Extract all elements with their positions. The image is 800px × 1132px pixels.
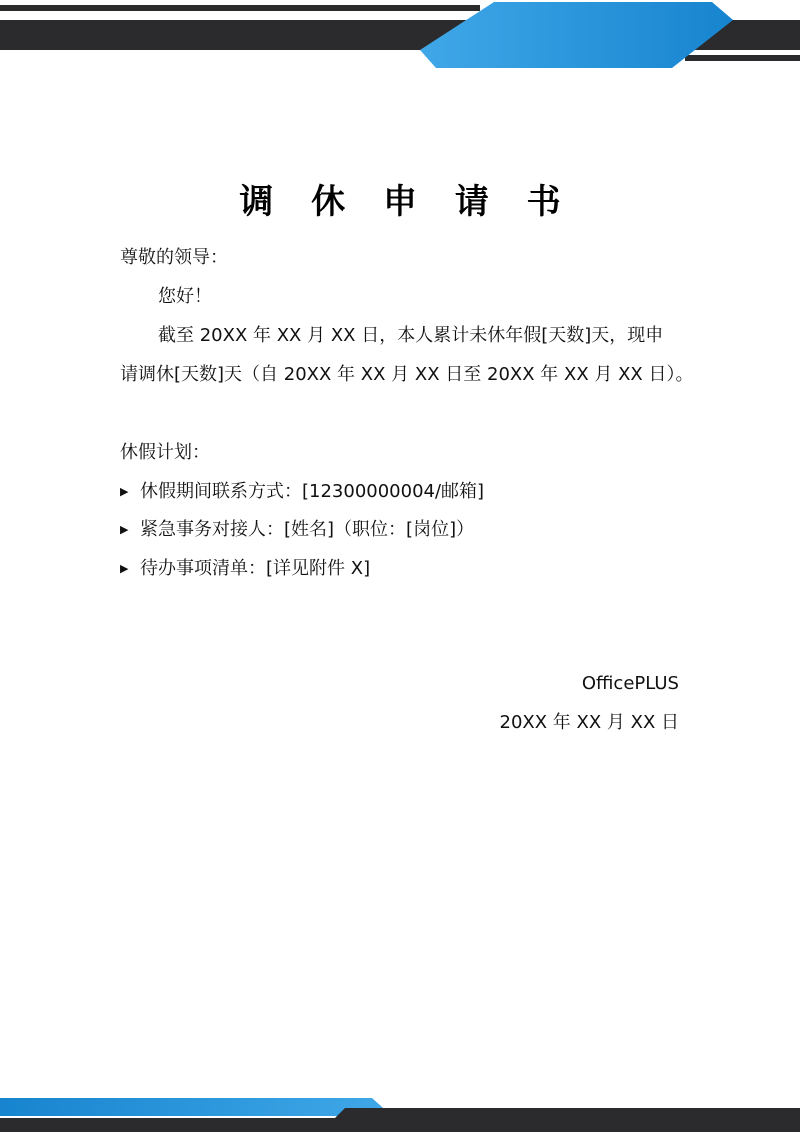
plan-item-text: 紧急事务对接人：[姓名]（职位：[岗位]）: [140, 519, 475, 540]
plan-heading: 休假计划：: [120, 442, 210, 463]
signature: OfficePLUS: [581, 673, 679, 694]
plan-item-todo-list: [120, 556, 682, 582]
salutation: 尊敬的领导：: [120, 247, 228, 268]
plan-item-text: 待办事项清单：[详见附件 X]: [140, 558, 371, 579]
bullet-triangle-icon: ▶: [120, 485, 129, 498]
plan-item-backup-person: [120, 517, 682, 543]
bullet-triangle-icon: ▶: [120, 523, 129, 536]
greeting: 您好！: [158, 286, 212, 307]
bullet-triangle-icon: ▶: [120, 562, 129, 575]
footer-decoration: [0, 1080, 800, 1132]
signature-date: 20XX 年 XX 月 XX 日: [499, 712, 679, 733]
body-paragraph-line-1: 截至 20XX 年 XX 月 XX 日，本人累计未休年假[天数]天，现申: [158, 325, 664, 346]
plan-item-contact: [120, 479, 682, 505]
header-decoration: [0, 0, 800, 70]
body-paragraph-line-2: 请调休[天数]天（自 20XX 年 XX 月 XX 日至 20XX 年 XX 月 XX 日）。: [120, 364, 694, 385]
document-title: 调 休 申 请 书: [239, 182, 574, 222]
plan-item-text: 休假期间联系方式：[12300000004/邮箱]: [140, 481, 485, 502]
